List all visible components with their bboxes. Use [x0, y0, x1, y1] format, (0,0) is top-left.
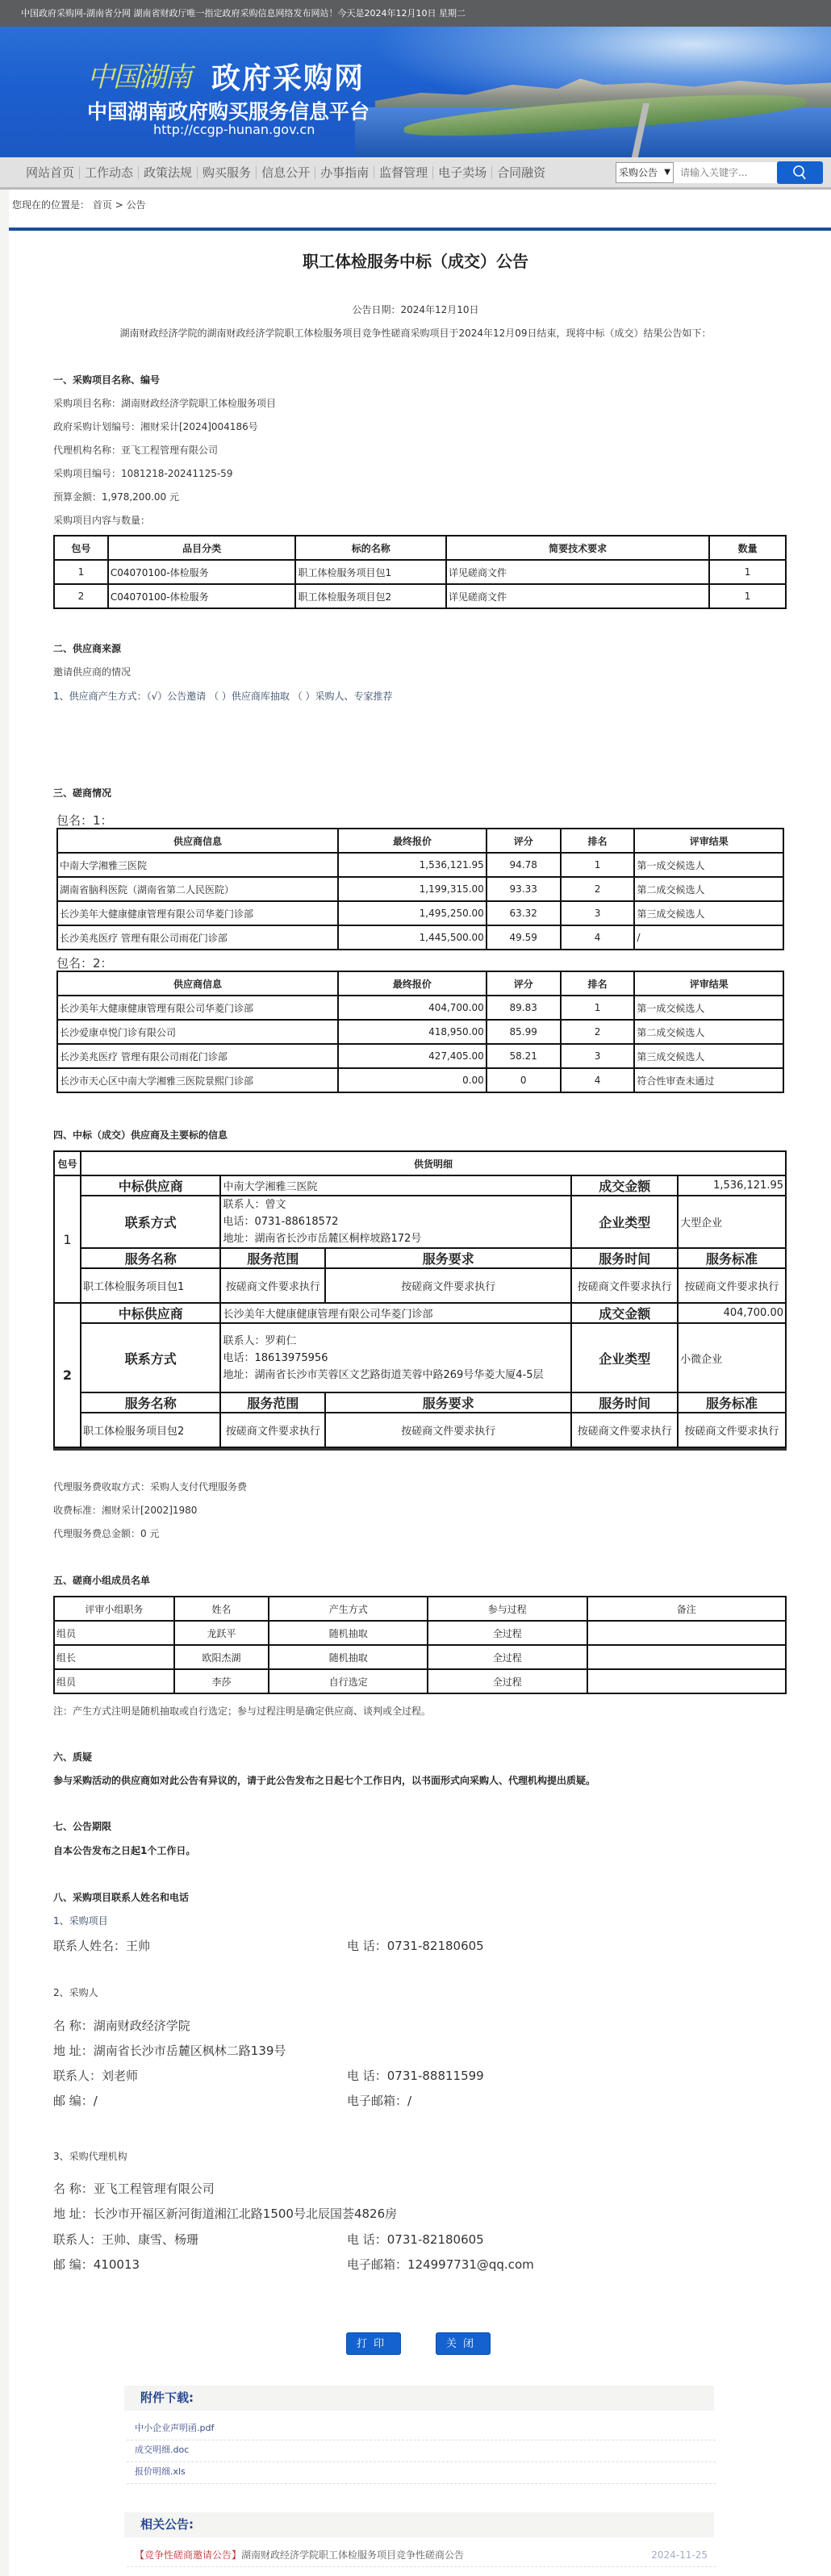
package-2-label: 包名：2： — [56, 956, 113, 971]
table-cell — [587, 1669, 786, 1693]
column-header: 评分 — [486, 829, 561, 853]
notice-date: 公告日期：2024年12月10日 — [352, 304, 479, 315]
table-cell: 58.21 — [486, 1044, 561, 1068]
column-header: 评审结果 — [634, 971, 783, 996]
budget: 预算金额：1,978,200.00 元 — [53, 491, 179, 503]
table-cell: 1 — [709, 560, 786, 584]
column-header: 品目分类 — [108, 536, 296, 560]
table-cell: 第一成交候选人 — [634, 853, 783, 877]
svc-header: 服务名称 — [81, 1248, 221, 1268]
plan-number: 政府采购计划编号：湘财采计[2024]004186号 — [53, 421, 258, 432]
company-type-label: 企业类型 — [571, 1323, 678, 1392]
project-name: 采购项目名称：湖南财政经济学院职工体检服务项目 — [53, 398, 277, 409]
logo-calligraphy[interactable]: 中国湖南 — [87, 61, 190, 94]
svc-header: 服务范围 — [220, 1248, 325, 1268]
table-cell: 4 — [561, 925, 635, 950]
table-cell: 组员 — [54, 1669, 174, 1693]
table-row — [54, 1621, 786, 1645]
top-info-bar — [0, 0, 831, 27]
logo-title[interactable]: 政府采购网 — [211, 62, 365, 95]
table-cell: 全过程 — [428, 1669, 587, 1693]
project-contact-title: 1、采购项目 — [53, 1915, 108, 1927]
column-header: 参与过程 — [428, 1597, 587, 1621]
project-contact-name: 联系人姓名：王帅 — [53, 1939, 151, 1953]
attachments-header: 附件下载: — [124, 2386, 714, 2411]
svc-header: 服务标准 — [678, 1392, 786, 1413]
agency-contact: 联系人：王帅、康雪、杨珊 — [53, 2232, 199, 2247]
column-header: 简要技术要求 — [446, 536, 709, 560]
purchaser-contact: 联系人：刘老师 — [53, 2069, 139, 2083]
agency-title: 3、采购代理机构 — [53, 2151, 127, 2162]
svc-scope: 按磋商文件要求执行 — [220, 1413, 325, 1447]
nav-item[interactable]: 网站首页 — [21, 166, 80, 179]
search-icon — [777, 161, 823, 184]
column-header: 最终报价 — [338, 971, 486, 996]
table-cell: 湖南省脑科医院（湖南省第二人民医院） — [57, 877, 338, 901]
svc-header: 服务要求 — [325, 1248, 571, 1268]
winner-label: 中标供应商 — [81, 1175, 221, 1196]
svc-name: 职工体检服务项目包2 — [81, 1413, 221, 1447]
search-button[interactable] — [777, 161, 823, 184]
purchaser-email: 电子邮箱：/ — [347, 2094, 412, 2108]
svc-header: 服务时间 — [571, 1248, 678, 1268]
column-header: 评审结果 — [634, 829, 783, 853]
table-row — [57, 1068, 783, 1092]
svc-header: 服务要求 — [325, 1392, 571, 1413]
table-cell: 自行选定 — [269, 1669, 428, 1693]
table-cell: 49.59 — [486, 925, 561, 950]
svc-time: 按磋商文件要求执行 — [571, 1413, 678, 1447]
column-header: 排名 — [561, 971, 635, 996]
svc-requirement: 按磋商文件要求执行 — [325, 1268, 571, 1303]
agency-fee-method: 代理服务费收取方式：采购人支付代理服务费 — [53, 1481, 248, 1493]
nav-item[interactable]: 工作动态 — [80, 166, 139, 179]
search-category-select[interactable] — [616, 162, 674, 183]
contact-label: 联系方式 — [81, 1323, 221, 1392]
table-header-row — [54, 536, 786, 560]
column-header: 供应商信息 — [57, 829, 338, 853]
table-cell — [587, 1645, 786, 1669]
nav-items — [21, 157, 550, 187]
table-header-row — [57, 829, 783, 853]
table-row — [54, 1669, 786, 1693]
table-cell: 418,950.00 — [338, 1020, 486, 1044]
column-header: 评审小组职务 — [54, 1597, 174, 1621]
winner-name: 长沙美年大健康健康管理有限公司华菱门诊部 — [220, 1303, 571, 1323]
table-cell: 2 — [561, 877, 635, 901]
table-cell: 2 — [54, 584, 108, 608]
contact-person: 联系人：曾文 — [223, 1199, 286, 1211]
table-cell: 长沙爱康卓悦门诊有限公司 — [57, 1020, 338, 1044]
column-header: 姓名 — [174, 1597, 269, 1621]
contact-address: 地址：湖南省长沙市岳麓区桐梓坡路172号 — [223, 1233, 422, 1245]
agency-address: 地 址：长沙市开福区新河街道湘江北路1500号北辰国荟4826房 — [53, 2207, 398, 2221]
table-cell: 详见磋商文件 — [446, 560, 709, 584]
attachment-link[interactable]: 成交明细.doc — [127, 2440, 716, 2462]
table-cell: 第二成交候选人 — [634, 877, 783, 901]
table-row — [57, 877, 783, 901]
section-3-heading: 三、磋商情况 — [53, 787, 112, 799]
agency-fee-standard: 收费标准：湘财采计[2002]1980 — [53, 1505, 198, 1516]
table-cell: 职工体检服务项目包1 — [295, 560, 446, 584]
panel-note: 注：产生方式注明是随机抽取或自行选定；参与过程注明是确定供应商、谈判或全过程。 — [53, 1706, 432, 1717]
table-cell: 长沙美年大健康健康管理有限公司华菱门诊部 — [57, 901, 338, 925]
agency-phone: 电 话：0731-82180605 — [347, 2232, 484, 2247]
column-header: 评分 — [486, 971, 561, 996]
svc-header: 服务时间 — [571, 1392, 678, 1413]
table-cell: 1,199,315.00 — [338, 877, 486, 901]
agency-zip: 邮 编：410013 — [53, 2257, 140, 2272]
table-cell: 93.33 — [486, 877, 561, 901]
related-item-tag: 【竞争性磋商邀请公告】 — [135, 2549, 242, 2561]
close-button[interactable]: 关闭 — [436, 2332, 491, 2355]
table-row — [57, 901, 783, 925]
contact-label: 联系方式 — [81, 1196, 221, 1248]
purchaser-zip: 邮 编：/ — [53, 2094, 98, 2108]
svc-standard: 按磋商文件要求执行 — [678, 1413, 786, 1447]
table-cell: 1 — [561, 996, 635, 1020]
table-cell: 427,405.00 — [338, 1044, 486, 1068]
header-package-no: 包号 — [54, 1151, 81, 1175]
negotiation-table-package-2 — [56, 971, 784, 1093]
amount-label: 成交金额 — [571, 1303, 678, 1323]
svc-requirement: 按磋商文件要求执行 — [325, 1413, 571, 1447]
company-type: 大型企业 — [678, 1196, 786, 1248]
table-cell: 1,495,250.00 — [338, 901, 486, 925]
project-contact-phone: 电 话：0731-82180605 — [347, 1939, 484, 1953]
breadcrumb-label: 您现在的位置是： — [12, 199, 90, 211]
table-cell: 李莎 — [174, 1669, 269, 1693]
table-cell: 随机抽取 — [269, 1621, 428, 1645]
related-item[interactable] — [127, 2545, 716, 2567]
items-table — [53, 535, 787, 609]
breadcrumb-separator: > — [115, 199, 123, 211]
contact-phone: 电话：18613975956 — [223, 1351, 328, 1364]
svc-name: 职工体检服务项目包1 — [81, 1268, 221, 1303]
table-cell: 0 — [486, 1068, 561, 1092]
logo-subtitle: 中国湖南政府购买服务信息平台 — [87, 100, 370, 123]
nav-item[interactable]: 合同融资 — [497, 165, 546, 180]
table-cell: 2 — [561, 1020, 635, 1044]
purchaser-phone: 电 话：0731-88811599 — [347, 2069, 484, 2083]
table-cell: 89.83 — [486, 996, 561, 1020]
winner-amount: 404,700.00 — [678, 1303, 786, 1323]
nav-item[interactable]: 购买服务 — [198, 166, 257, 179]
challenge-text: 参与采购活动的供应商如对此公告有异议的，请于此公告发布之日起七个工作日内，以书面形式向采购人、代理机构提出质疑。 — [53, 1775, 596, 1786]
table-cell: 63.32 — [486, 901, 561, 925]
column-header: 供应商信息 — [57, 971, 338, 996]
table-cell: 1,445,500.00 — [338, 925, 486, 950]
table-row — [54, 584, 786, 608]
svc-standard: 按磋商文件要求执行 — [678, 1268, 786, 1303]
table-row — [57, 1044, 783, 1068]
main-nav — [0, 157, 831, 190]
package-1-label: 包名：1： — [56, 813, 113, 828]
project-number: 采购项目编号：1081218-20241125-59 — [53, 468, 233, 479]
table-row — [57, 925, 783, 950]
table-cell: 第三成交候选人 — [634, 901, 783, 925]
table-cell: 85.99 — [486, 1020, 561, 1044]
table-cell: 长沙美兆医疗 管理有限公司雨花门诊部 — [57, 1044, 338, 1068]
company-type: 小微企业 — [678, 1323, 786, 1392]
winner-name: 中南大学湘雅三医院 — [220, 1175, 571, 1196]
logo-url: http://ccgp-hunan.gov.cn — [153, 122, 315, 137]
search-input[interactable] — [674, 162, 777, 183]
column-header: 最终报价 — [338, 829, 486, 853]
nav-item[interactable]: 信息公开 — [257, 166, 315, 179]
agency-name: 名 称：亚飞工程管理有限公司 — [53, 2181, 215, 2196]
site-banner — [0, 27, 831, 157]
panel-members-table — [53, 1596, 787, 1694]
table-cell: / — [634, 925, 783, 950]
svc-header: 服务标准 — [678, 1248, 786, 1268]
table-cell: C04070100-体检服务 — [108, 584, 296, 608]
breadcrumb-current[interactable]: 公告 — [126, 199, 146, 211]
column-header: 标的名称 — [295, 536, 446, 560]
column-header: 包号 — [54, 536, 108, 560]
table-cell: 欧阳杰湖 — [174, 1645, 269, 1669]
table-cell: 符合性审查未通过 — [634, 1068, 783, 1092]
svc-time: 按磋商文件要求执行 — [571, 1268, 678, 1303]
section-7-heading: 七、公告期限 — [53, 1821, 112, 1832]
column-header: 数量 — [709, 536, 786, 560]
table-cell: 随机抽取 — [269, 1645, 428, 1669]
related-header: 相关公告: — [124, 2512, 714, 2537]
table-cell: 全过程 — [428, 1621, 587, 1645]
nav-item[interactable]: 政策法规 — [139, 166, 198, 179]
section-8-heading: 八、采购项目联系人姓名和电话 — [53, 1892, 190, 1903]
nav-item[interactable]: 监督管理 — [374, 166, 433, 179]
column-header: 产生方式 — [269, 1597, 428, 1621]
table-cell: 94.78 — [486, 853, 561, 877]
search-category-value: 采购公告 — [619, 167, 658, 178]
header-supply-detail: 供货明细 — [81, 1151, 786, 1175]
table-row — [54, 560, 786, 584]
table-cell: 4 — [561, 1068, 635, 1092]
table-cell: 1 — [709, 584, 786, 608]
table-cell: 长沙市天心区中南大学湘雅三医院景熙门诊部 — [57, 1068, 338, 1092]
supplier-source-method: 1、供应商产生方式：（√）公告邀请 （ ）供应商库抽取 （ ）采购人、专家推荐 — [53, 691, 393, 702]
table-cell: 第二成交候选人 — [634, 1020, 783, 1044]
content-label: 采购项目内容与数量： — [53, 515, 151, 526]
agency-fee-total: 代理服务费总金额：0 元 — [53, 1528, 160, 1539]
table-cell: 组员 — [54, 1621, 174, 1645]
chevron-down-icon: ▼ — [664, 168, 670, 177]
section-1-heading: 一、采购项目名称、编号 — [53, 374, 161, 386]
print-button[interactable]: 打印 — [346, 2332, 401, 2355]
package-no: 1 — [54, 1175, 81, 1303]
contact-phone: 电话：0731-88618572 — [223, 1216, 339, 1228]
nav-item[interactable]: 电子卖场 — [433, 166, 492, 179]
package-no: 2 — [54, 1303, 81, 1447]
table-cell: 长沙美兆医疗 管理有限公司雨花门诊部 — [57, 925, 338, 950]
table-cell: 中南大学湘雅三医院 — [57, 853, 338, 877]
nav-item[interactable]: 办事指南 — [315, 166, 374, 179]
winner-table — [53, 1150, 787, 1448]
table-cell: 3 — [561, 901, 635, 925]
table-cell: 第一成交候选人 — [634, 996, 783, 1020]
table-cell: 详见磋商文件 — [446, 584, 709, 608]
amount-label: 成交金额 — [571, 1175, 678, 1196]
company-type-label: 企业类型 — [571, 1196, 678, 1248]
table-cell: 1 — [54, 560, 108, 584]
winner-label: 中标供应商 — [81, 1303, 221, 1323]
section-5-heading: 五、磋商小组成员名单 — [53, 1575, 151, 1586]
table-cell: 404,700.00 — [338, 996, 486, 1020]
notice-intro: 湖南财政经济学院的湖南财政经济学院职工体检服务项目竞争性磋商采购项目于2024年12月09日结束，现将中标（成交）结果公告如下： — [119, 328, 712, 339]
table-cell — [587, 1621, 786, 1645]
attachment-link[interactable]: 中小企业声明函.pdf — [127, 2419, 716, 2440]
table-cell: 组长 — [54, 1645, 174, 1669]
contact-address: 地址：湖南省长沙市芙蓉区文艺路街道芙蓉中路269号华菱大厦4-5层 — [223, 1368, 544, 1381]
purchaser-name: 名 称：湖南财政经济学院 — [53, 2019, 190, 2033]
column-header: 备注 — [587, 1597, 786, 1621]
table-row — [57, 1020, 783, 1044]
section-4-heading: 四、中标（成交）供应商及主要标的信息 — [53, 1129, 228, 1141]
table-row — [57, 996, 783, 1020]
related-item-date: 2024-11-25 — [651, 2549, 708, 2561]
section-6-heading: 六、质疑 — [53, 1751, 93, 1763]
table-cell: 1,536,121.95 — [338, 853, 486, 877]
supplier-invite-label: 邀请供应商的情况 — [53, 666, 132, 678]
notice-period-text: 自本公告发布之日起1个工作日。 — [53, 1845, 196, 1856]
agency-email: 电子邮箱：124997731@qq.com — [347, 2257, 534, 2272]
table-header-row — [57, 971, 783, 996]
table-cell: C04070100-体检服务 — [108, 560, 296, 584]
table-row — [54, 1645, 786, 1669]
purchaser-title: 2、采购人 — [53, 1987, 98, 1998]
contact-person: 联系人：罗莉仁 — [223, 1334, 297, 1347]
table-cell: 0.00 — [338, 1068, 486, 1092]
section-2-heading: 二、供应商来源 — [53, 643, 122, 654]
related-item-title[interactable]: 湖南财政经济学院职工体检服务项目竞争性磋商公告 — [241, 2549, 465, 2561]
breadcrumb-home[interactable]: 首页 — [92, 199, 112, 211]
table-cell: 3 — [561, 1044, 635, 1068]
breadcrumb — [9, 190, 831, 222]
winner-contact — [220, 1196, 571, 1248]
table-cell: 第三成交候选人 — [634, 1044, 783, 1068]
table-cell: 1 — [561, 853, 635, 877]
svc-scope: 按磋商文件要求执行 — [220, 1268, 325, 1303]
table-header-row — [54, 1597, 786, 1621]
table-cell: 职工体检服务项目包2 — [295, 584, 446, 608]
attachment-link[interactable]: 报价明细.xls — [127, 2462, 716, 2484]
top-info-text: 中国政府采购网-湖南省分网 湖南省财政厅唯一指定政府采购信息网络发布网站！今天是2024年12月10日 星期二 — [21, 8, 466, 19]
agency-name: 代理机构名称：亚飞工程管理有限公司 — [53, 445, 219, 456]
table-cell: 全过程 — [428, 1645, 587, 1669]
page-title: 职工体检服务中标（成交）公告 — [303, 252, 528, 271]
table-row — [57, 853, 783, 877]
svc-header: 服务名称 — [81, 1392, 221, 1413]
negotiation-table-package-1 — [56, 828, 784, 950]
winner-amount: 1,536,121.95 — [678, 1175, 786, 1196]
table-cell: 龙跃平 — [174, 1621, 269, 1645]
purchaser-address: 地 址：湖南省长沙市岳麓区枫林二路139号 — [53, 2044, 286, 2058]
winner-contact — [220, 1323, 571, 1392]
svc-header: 服务范围 — [220, 1392, 325, 1413]
table-cell: 长沙美年大健康健康管理有限公司华菱门诊部 — [57, 996, 338, 1020]
column-header: 排名 — [561, 829, 635, 853]
title-rule — [9, 228, 831, 231]
